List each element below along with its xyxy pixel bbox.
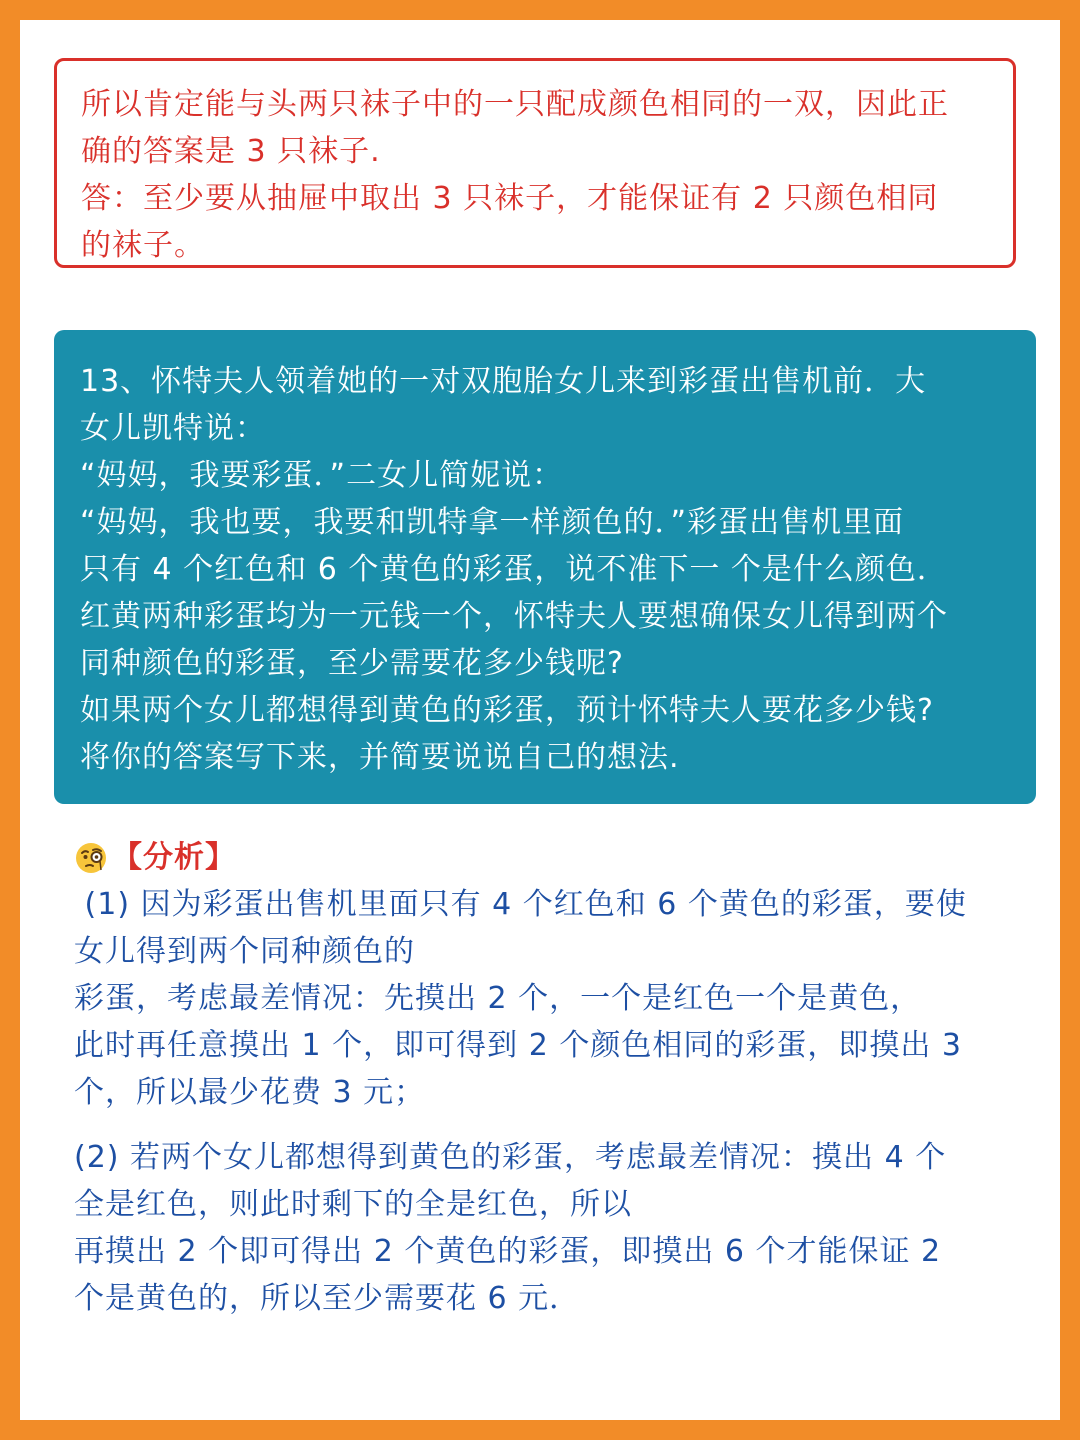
analysis-line: 个是黄色的，所以至少需要花 6 元． <box>74 1281 581 1316</box>
question-13-box <box>54 330 1036 804</box>
analysis-line: (2) 若两个女儿都想得到黄色的彩蛋，考虑最差情况：摸出 4 个 <box>74 1140 947 1175</box>
answer-line: 确的答案是 3 只袜子. <box>81 134 381 169</box>
analysis-heading <box>74 834 1024 881</box>
analysis-title: 【分析】 <box>112 840 236 875</box>
question-line: “妈妈，我也要，我要和凯特拿一样颜色的．”彩蛋出售机里面 <box>80 505 905 540</box>
answer-line: 所以肯定能与头两只袜子中的一只配成颜色相同的一双，因此正 <box>81 87 949 122</box>
answer-line: 的袜子。 <box>81 228 205 263</box>
face-with-monocle-icon <box>74 841 108 875</box>
question-line: 13、怀特夫人领着她的一对双胞胎女儿来到彩蛋出售机前．大 <box>80 364 927 399</box>
analysis-line: (1) 因为彩蛋出售机里面只有 4 个红色和 6 个黄色的彩蛋，要使 <box>74 887 967 922</box>
question-line: 同种颜色的彩蛋，至少需要花多少钱呢? <box>80 646 624 681</box>
answer-line: 答：至少要从抽屉中取出 3 只袜子，才能保证有 2 只颜色相同 <box>81 181 939 216</box>
analysis-line: 再摸出 2 个即可得出 2 个黄色的彩蛋，即摸出 6 个才能保证 2 <box>74 1234 942 1269</box>
question-line: 如果两个女儿都想得到黄色的彩蛋，预计怀特夫人要花多少钱? <box>80 693 934 728</box>
previous-answer-box <box>54 58 1016 268</box>
page-sheet <box>20 20 1060 1420</box>
paragraph-gap <box>74 1116 1024 1134</box>
analysis-line: 全是红色，则此时剩下的全是红色，所以 <box>74 1187 632 1222</box>
analysis-line: 彩蛋，考虑最差情况：先摸出 2 个，一个是红色一个是黄色， <box>74 981 922 1016</box>
question-line: 红黄两种彩蛋均为一元钱一个，怀特夫人要想确保女儿得到两个 <box>80 599 948 634</box>
analysis-line: 此时再任意摸出 1 个，即可得到 2 个颜色相同的彩蛋，即摸出 3 <box>74 1028 962 1063</box>
question-line: 女儿凯特说： <box>80 411 266 446</box>
question-line: 只有 4 个红色和 6 个黄色的彩蛋，说不准下一 个是什么颜色． <box>80 552 948 587</box>
question-line: “妈妈，我要彩蛋．”二女儿简妮说： <box>80 458 564 493</box>
question-line: 将你的答案写下来，并简要说说自己的想法. <box>80 740 680 775</box>
analysis-line: 女儿得到两个同种颜色的 <box>74 934 415 969</box>
analysis-line: 个，所以最少花费 3 元； <box>74 1075 426 1110</box>
analysis-section <box>74 834 1024 1322</box>
